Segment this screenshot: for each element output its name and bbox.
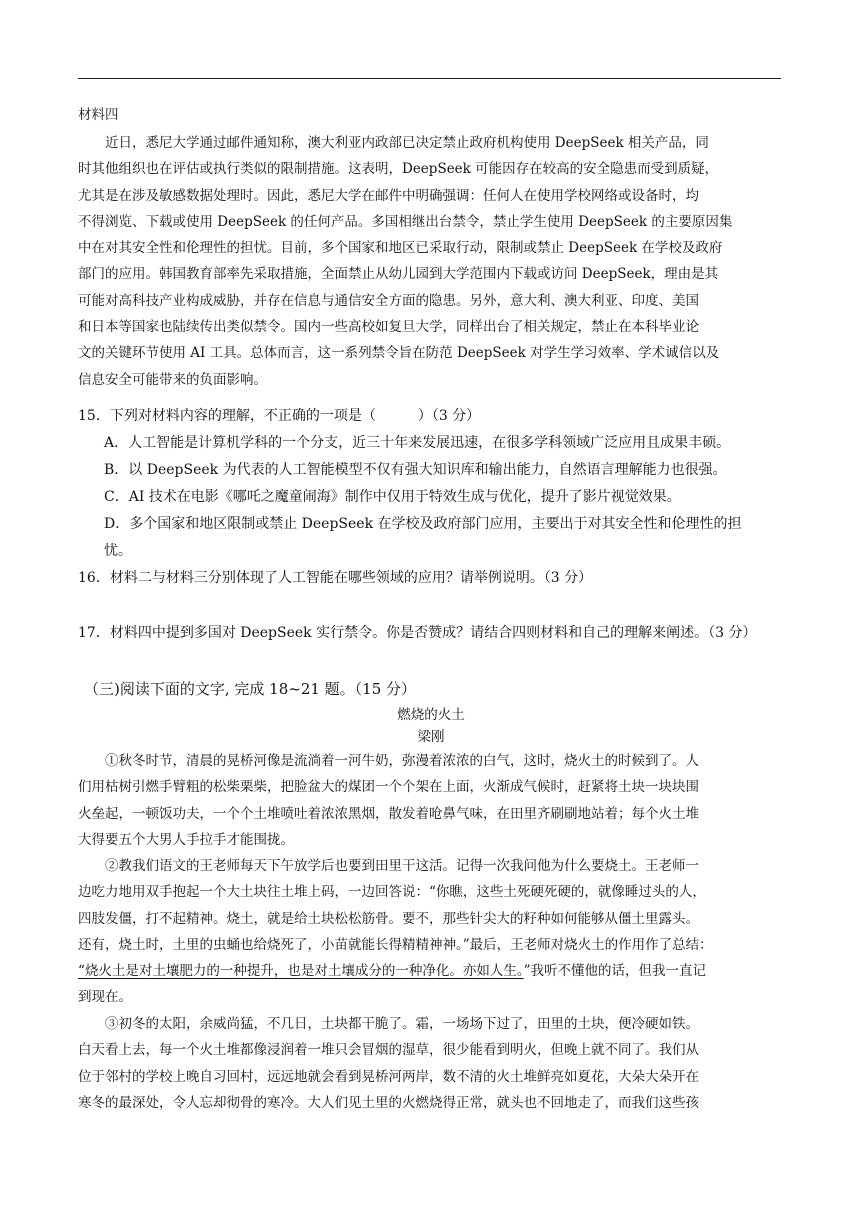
- paragraph-line: 和日本等国家也陆续传出类似禁令。国内一些高校如复旦大学，同样出台了相关规定，禁止在本科毕业论: [78, 319, 699, 336]
- paragraph-line: 四肢发僵，打不起精神。烧土，就是给土块松松筋骨。要不，那些针尖大的籽种如何能够从僵土里露头。: [78, 910, 699, 927]
- article-paragraph-1: [78, 748, 784, 853]
- option-d-continued: 忧。: [104, 543, 132, 559]
- paragraph-line: 时其他组织也在评估或执行类似的限制措施。这表明，DeepSeek 可能因存在较高的安全隐患而受到质疑，: [78, 161, 719, 178]
- paragraph-line: 文的关键环节使用 AI 工具。总体而言，这一系列禁令旨在防范 DeepSeek 对学生学习效率、学术诚信以及: [78, 345, 720, 362]
- question-15-stem: 15．下列对材料内容的理解，不正确的一项是（ ）（3 分）: [78, 408, 481, 424]
- article-title: 燃烧的火土: [397, 707, 465, 723]
- question-15: [78, 403, 784, 592]
- article-author: 梁刚: [417, 729, 445, 745]
- paragraph-line: ③初冬的太阳，余威尚猛，不几日，土块都干脆了。霜，一场场下过了，田里的土块，便冷硬如铁。: [78, 1016, 699, 1032]
- underlined-quote: “烧火土是对土壤肥力的一种提升，也是对土壤成分的一种净化。亦如人生。: [78, 963, 524, 980]
- paragraph-line: ②教我们语文的王老师每天下午放学后也要到田里干这活。记得一次我问他为什么要烧土。王老师一: [78, 858, 699, 874]
- paragraph-line: 尤其是在涉及敏感数据处理时。因此，悉尼大学在邮件中明确强调：任何人在使用学校网络或设备时，均: [78, 187, 699, 204]
- paragraph-line: 还有，烧土时，土里的虫蛹也给烧死了，小苗就能长得精精神神。”最后，王老师对烧火土的作用作了总结：: [78, 936, 713, 953]
- paragraph-line: 中在对其安全性和伦理性的担忧。目前，多个国家和地区已采取行动，限制或禁止 DeepSeek 在学校及政府: [78, 240, 723, 257]
- paragraph-line: 到现在。: [78, 989, 132, 1006]
- paragraph-line: 火垒起，一顿饭功夫，一个个土堆喷吐着浓浓黑烟，散发着呛鼻气味，在田里齐刷刷地站着；每个火土堆: [78, 805, 699, 822]
- paragraph-line: 近日，悉尼大学通过邮件通知称，澳大利亚内政部已决定禁止政府机构使用 DeepSeek 相关产品，同: [78, 135, 709, 151]
- paragraph-line: 信息安全可能带来的负面影响。: [78, 371, 267, 388]
- paragraph-line: 不得浏览、下载或使用 DeepSeek 的任何产品。多国相继出台禁令，禁止学生使用 DeepSeek 的主要原因集: [78, 213, 733, 230]
- paragraph-line: 大得要五个大男人手拉手才能围拢。: [78, 831, 294, 848]
- paragraph-line: 部门的应用。韩国教育部率先采取措施，全面禁止从幼儿园到大学范围内下载或访问 DeepSeek，理由是其: [78, 266, 719, 283]
- paragraph-line: 寒冬的最深处，令人忘却彻骨的寒冷。大人们见土里的火燃烧得正常，就头也不回地走了，而我们这些孩: [78, 1094, 699, 1111]
- section-heading: （三)阅读下面的文字, 完成 18~21 题。（15 分）: [84, 680, 417, 698]
- option-c: C．AI 技术在电影《哪吒之魔童闹海》制作中仅用于特效生成与优化，提升了影片视觉效果。: [104, 489, 681, 505]
- question-16: 16．材料二与材料三分别体现了人工智能在哪些领域的应用？请举例说明。（3 分）: [78, 570, 593, 586]
- header-rule: [78, 78, 781, 79]
- paragraph-line: 边吃力地用双手抱起一个大土块往土堆上码，一边回答说：“你瞧，这些土死硬死硬的，就像睡过头的人，: [78, 884, 706, 901]
- option-a: A．人工智能是计算机学科的一个分支，近三十年来发展迅速，在很多学科领域广泛应用且成果丰硕。: [104, 435, 731, 451]
- article-paragraph-3: [78, 1011, 784, 1116]
- option-b: B．以 DeepSeek 为代表的人工智能模型不仅有强大知识库和输出能力，自然语言理解能力也很强。: [104, 462, 727, 478]
- paragraph-line: 白天看上去，每一个火土堆都像浸润着一堆只会冒烟的湿草，很少能看到明火，但晚上就不同了。我们从: [78, 1042, 699, 1059]
- paragraph-line: [78, 958, 784, 984]
- material-four-paragraph: [78, 130, 784, 393]
- paragraph-line: ①秋冬时节，清晨的晃桥河像是流淌着一河牛奶，弥漫着浓浓的白气，这时，烧火土的时候到了。人: [78, 753, 699, 769]
- quote-tail: ”我听不懂他的话，但我一直记: [523, 963, 707, 980]
- question-17: 17．材料四中提到多国对 DeepSeek 实行禁令。你是否赞成？请结合四则材料和自己的理解来阐述。（3 分）: [78, 625, 757, 641]
- article-paragraph-2: [78, 853, 784, 1011]
- paragraph-line: 可能对高科技产业构成威胁，并存在信息与通信安全方面的隐患。另外，意大利、澳大利亚、印度、美国: [78, 292, 699, 309]
- paragraph-line: 位于邻村的学校上晚自习回村，远远地就会看到晃桥河两岸，数不清的火土堆鲜亮如夏花，大朵大朵开在: [78, 1068, 699, 1085]
- option-d: D．多个国家和地区限制或禁止 DeepSeek 在学校及政府部门应用，主要出于对其安全性和伦理性的担: [104, 516, 742, 532]
- material-heading: 材料四: [78, 107, 119, 123]
- paragraph-line: 们用枯树引燃手臂粗的松柴栗柴，把脸盆大的煤团一个个架在上面，火渐成气候时，赶紧将土块一块块围: [78, 779, 699, 796]
